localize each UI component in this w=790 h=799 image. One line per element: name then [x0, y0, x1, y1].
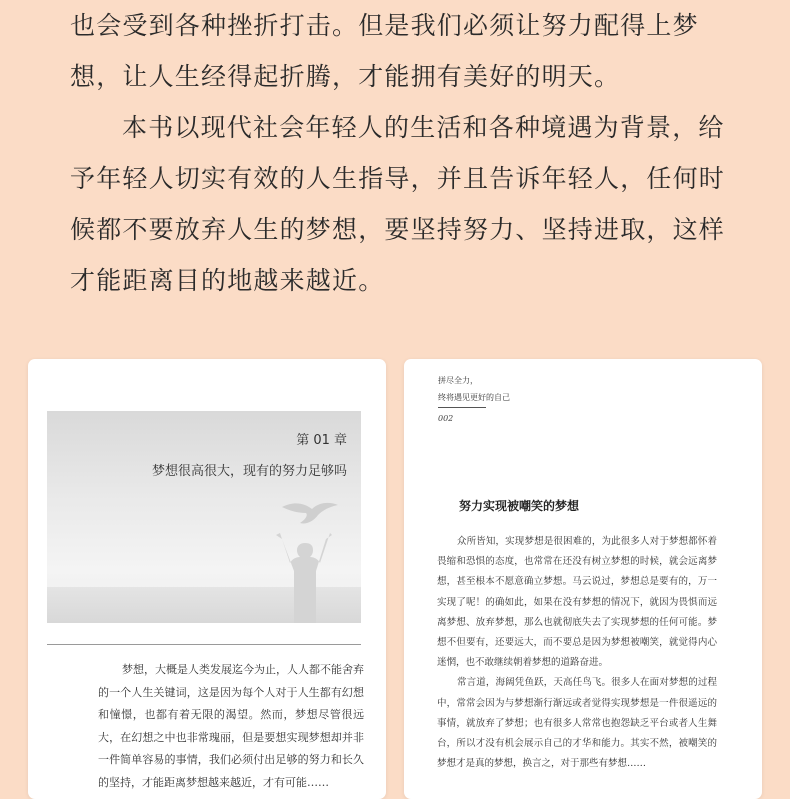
- intro-text: [70, 0, 730, 306]
- section-paragraph-1: 众所皆知，实现梦想是很困难的，为此很多人对于梦想都怀着畏缩和恐惧的态度，也常常在还没有树立梦想的时候，就会远离梦想，甚至根本不愿意确立梦想。马云说过，梦想总是要有的，万一实现了呢！的确如此，如果在没有梦想的情况下，就因为畏惧而远离梦想、放弃梦想，那么也就彻底失去了实现梦想的任何可能。梦想不但要有，还要远大，而不要总是因为梦想被嘲笑，就觉得内心迷惘，也不敢继续朝着梦想的道路奋进。: [437, 536, 717, 669]
- intro-paragraph-2: 本书以现代社会年轻人的生活和各种境遇为背景，给予年轻人切实有效的人生指导，并且告诉年轻人，任何时候都不要放弃人生的梦想，要坚持努力、坚持进取，这样才能距离目的地越来越近。: [70, 113, 726, 295]
- chapter-number: 第 01 章: [296, 433, 347, 448]
- running-head-line-1: 拼尽全力，: [438, 376, 478, 385]
- running-head-line-2: 终将遇见更好的自己: [438, 393, 510, 402]
- book-page-right: [404, 359, 762, 799]
- chapter-cover-image: [47, 411, 361, 623]
- running-head: [438, 372, 510, 406]
- section-title: 努力实现被嘲笑的梦想: [459, 499, 580, 513]
- divider: [47, 644, 361, 645]
- section-body: [437, 532, 717, 774]
- header-rule: [438, 407, 486, 408]
- chapter-title: 梦想很高很大，现有的努力足够吗: [151, 464, 347, 479]
- chapter-body: [98, 659, 364, 794]
- page-number: 002: [438, 414, 454, 423]
- person-arms-raised-with-dove-icon: [272, 499, 352, 623]
- section-paragraph-2: 常言道，海阔凭鱼跃，天高任鸟飞。很多人在面对梦想的过程中，常常会因为与梦想渐行渐远或者觉得实现梦想是一件很遥远的事情，就放弃了梦想；也有很多人常常也抱怨缺乏平台或者人生舞台，所以才没有机会展示自己的才华和能力。其实不然，被嘲笑的梦想才是真的梦想，换言之，对于那些有梦想……: [437, 677, 717, 770]
- book-page-left: [28, 359, 386, 799]
- intro-paragraph-1: 也会受到各种挫折打击。但是我们必须让努力配得上梦想，让人生经得起折腾，才能拥有美好的明天。: [70, 11, 699, 91]
- chapter-body-paragraph: 梦想，大概是人类发展迄今为止，人人都不能舍弃的一个人生关键词，这是因为每个人对于人生都有幻想和憧憬，也都有着无限的渴望。然而，梦想尽管很远大，在幻想之中也非常瑰丽，但是要想实现梦想却并非一件简单容易的事情，我们必须付出足够的努力和长久的坚持，才能距离梦想越来越近，才有可能……: [98, 663, 364, 789]
